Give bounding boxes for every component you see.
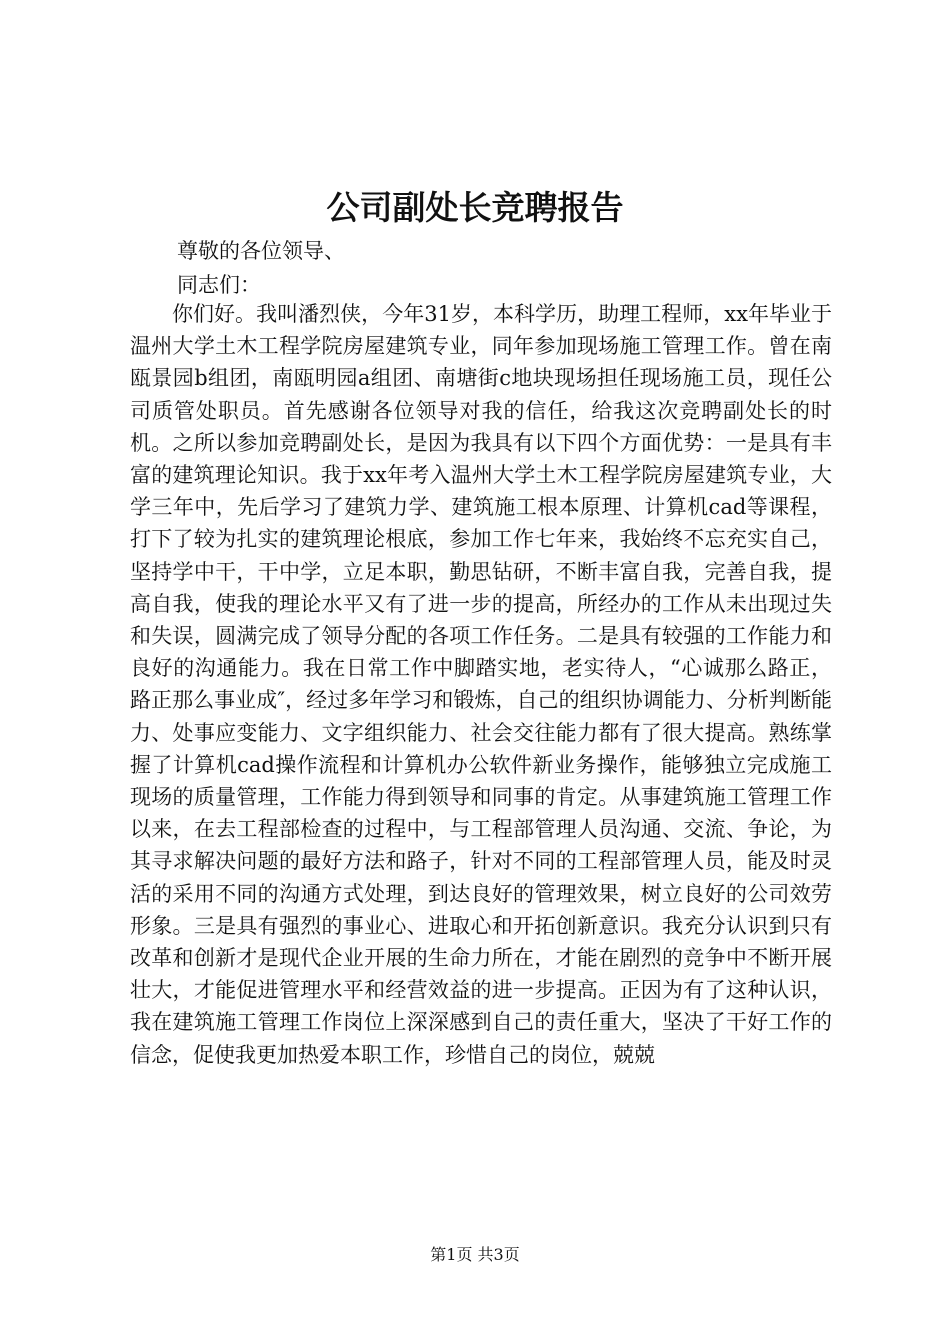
page-footer: 第1页 共3页 [430, 1245, 520, 1264]
greeting-line-2: 同志们： [177, 273, 261, 297]
page-title: 公司副处长竞聘报告 [326, 188, 624, 227]
greeting-line-1: 尊敬的各位领导、 [177, 239, 345, 263]
body-paragraph: 你们好。我叫潘烈侠，今年31岁，本科学历，助理工程师，xx年毕业于温州大学土木工程学院房屋建筑专业，同年参加现场施工管理工作。曾在南瓯景园b组团，南瓯明园a组团、南塘街c地块现场担任现场施工员，现任公司质管处职员。首先感谢各位领导对我的信任，给我这次竞聘副处长的时机。之所以参加竞聘副处长，是因为我具有以下四个方面优势：一是具有丰富的建筑理论知识。我于xx年考入温州大学土木工程学院房屋建筑专业，大学三年中，先后学习了建筑力学、建筑施工根本原理、计算机cad等课程，打下了较为扎实的建筑理论根底，参加工作七年来，我始终不忘充实自己，坚持学中干，干中学，立足本职，勤思钻研，不断丰富自我，完善自我，提高自我，使我的理论水平又有了进一步的提高，所经办的工作从未出现过失和失误，圆满完成了领导分配的各项工作任务。二是具有较强的工作能力和良好的沟通能力。我在日常工作中脚踏实地，老实待人，“心诚那么路正，路正那么事业成″，经过多年学习和锻炼，自己的组织协调能力、分析判断能力、处事应变能力、文字组织能力、社会交往能力都有了很大提高。熟练掌握了计算机cad操作流程和计算机办公软件新业务操作，能够独立完成施工现场的质量管理，工作能力得到领导和同事的肯定。从事建筑施工管理工作以来，在去工程部检查的过程中，与工程部管理人员沟通、交流、争论，为其寻求解决问题的最好方法和路子，针对不同的工程部管理人员，能及时灵活的采用不同的沟通方式处理，到达良好的管理效果，树立良好的公司效劳形象。三是具有强烈的事业心、进取心和开拓创新意识。我充分认识到只有改革和创新才是现代企业开展的生命力所在，才能在剧烈的竞争中不断开展壮大，才能促进管理水平和经营效益的进一步提高。正因为有了这种认识，我在建筑施工管理工作岗位上深深感到自己的责任重大，坚决了干好工作的信念，促使我更加热爱本职工作，珍惜自己的岗位，兢兢 [130, 302, 832, 1067]
